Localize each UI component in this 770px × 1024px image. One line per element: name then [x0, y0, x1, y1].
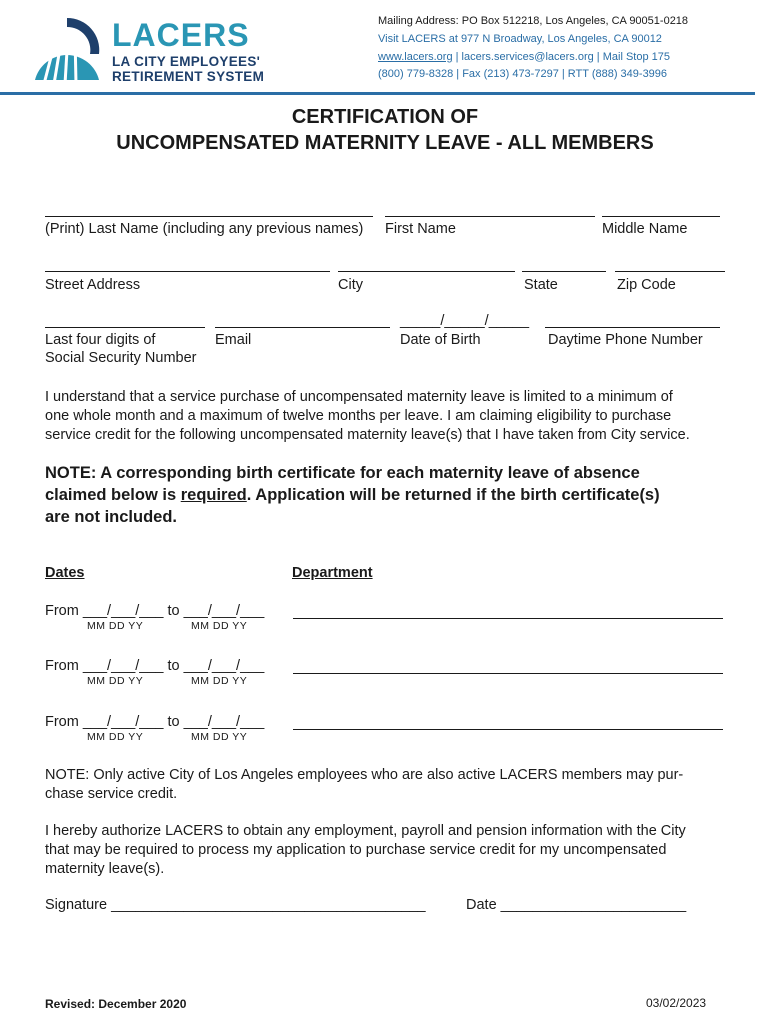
middle-name-label: Middle Name	[602, 221, 688, 237]
header-divider	[0, 92, 755, 95]
leave-dates-1[interactable]: From ___/___/___ to ___/___/___	[45, 603, 265, 619]
street-address-field[interactable]	[45, 271, 330, 272]
department-field-1[interactable]	[293, 618, 723, 619]
eligibility-line-2: one whole month and a maximum of twelve months per leave. I am claiming eligibility to purchase	[45, 408, 672, 424]
phone-numbers: (800) 779-8328 | Fax (213) 473-7297 | RTT (888) 349-3996	[378, 68, 668, 80]
department-header: Department	[292, 565, 373, 581]
daytime-phone-field[interactable]	[545, 327, 720, 328]
to-format-2: MM DD YY	[191, 675, 248, 687]
auth-line-2: that may be required to process my application to purchase service credit for my uncompensated	[45, 842, 667, 858]
print-date: 03/02/2023	[646, 996, 707, 1010]
state-field[interactable]	[522, 271, 606, 272]
visit-address: Visit LACERS at 977 N Broadway, Los Angeles, CA 90012	[378, 33, 662, 45]
note-line-2c: . Application will be returned if the birth certificate(s)	[246, 486, 660, 504]
website-link[interactable]: www.lacers.org	[378, 51, 453, 63]
active-note-line-2: chase service credit.	[45, 786, 178, 802]
from-format-3: MM DD YY	[87, 731, 144, 743]
revised-date: Revised: December 2020	[45, 997, 187, 1011]
logo-wordmark: LACERS	[112, 17, 250, 53]
middle-name-field[interactable]	[602, 216, 720, 217]
active-member-note	[45, 766, 735, 804]
signature-field[interactable]: Signature _______________________________________	[45, 897, 426, 913]
ssn-label-line2: Social Security Number	[45, 350, 197, 366]
note-line-2a: claimed below is	[45, 486, 181, 504]
ssn-label-line1: Last four digits of	[45, 332, 156, 348]
first-name-field[interactable]	[385, 216, 595, 217]
signature-date-field[interactable]: Date _______________________	[466, 897, 687, 913]
department-field-3[interactable]	[293, 729, 723, 730]
city-label: City	[338, 277, 363, 293]
eligibility-paragraph	[45, 388, 735, 445]
auth-line-1: I hereby authorize LACERS to obtain any employment, payroll and pension information with the City	[45, 823, 686, 839]
leave-dates-3[interactable]: From ___/___/___ to ___/___/___	[45, 714, 265, 730]
from-format-2: MM DD YY	[87, 675, 144, 687]
state-label: State	[524, 277, 558, 293]
date-of-birth-label: Date of Birth	[400, 332, 481, 348]
eligibility-line-1: I understand that a service purchase of uncompensated maternity leave is limited to a minimum of	[45, 389, 673, 405]
authorization-paragraph	[45, 822, 735, 879]
email-mailstop: | lacers.services@lacers.org | Mail Stop 175	[452, 51, 670, 63]
first-name-label: First Name	[385, 221, 456, 237]
email-field[interactable]	[215, 327, 390, 328]
zip-code-field[interactable]	[615, 271, 725, 272]
date-of-birth-field[interactable]: _____/_____/_____	[400, 313, 530, 329]
logo-subtitle-2: RETIREMENT SYSTEM	[112, 69, 265, 84]
note-line-1: NOTE: A corresponding birth certificate for each maternity leave of absence	[45, 464, 640, 482]
from-format-1: MM DD YY	[87, 620, 144, 632]
last-name-field[interactable]	[45, 216, 373, 217]
city-field[interactable]	[338, 271, 515, 272]
mailing-address: Mailing Address: PO Box 512218, Los Angeles, CA 90051-0218	[378, 15, 689, 27]
department-field-2[interactable]	[293, 673, 723, 674]
to-format-1: MM DD YY	[191, 620, 248, 632]
note-line-3: are not included.	[45, 508, 178, 526]
ssn-field[interactable]	[45, 327, 205, 328]
note-line-2	[45, 484, 735, 506]
daytime-phone-label: Daytime Phone Number	[548, 332, 703, 348]
note-required: required	[180, 486, 247, 504]
form-title-line2: UNCOMPENSATED MATERNITY LEAVE - ALL MEMBERS	[116, 132, 654, 154]
dates-header: Dates	[45, 565, 85, 581]
eligibility-line-3: service credit for the following uncompensated maternity leave(s) that I have taken from City service.	[45, 427, 690, 443]
active-note-line-1: NOTE: Only active City of Los Angeles employees who are also active LACERS members may pur-	[45, 767, 684, 783]
logo-subtitle-1: LA CITY EMPLOYEES'	[112, 54, 261, 69]
birth-certificate-note	[45, 462, 735, 528]
street-address-label: Street Address	[45, 277, 141, 293]
leave-dates-2[interactable]: From ___/___/___ to ___/___/___	[45, 658, 265, 674]
last-name-label: (Print) Last Name (including any previous names)	[45, 221, 364, 237]
to-format-3: MM DD YY	[191, 731, 248, 743]
zip-code-label: Zip Code	[617, 277, 676, 293]
lacers-logo-icon	[32, 14, 102, 86]
web-email-line	[378, 51, 670, 63]
email-label: Email	[215, 332, 252, 348]
form-title-line1: CERTIFICATION OF	[291, 106, 479, 128]
auth-line-3: maternity leave(s).	[45, 861, 165, 877]
